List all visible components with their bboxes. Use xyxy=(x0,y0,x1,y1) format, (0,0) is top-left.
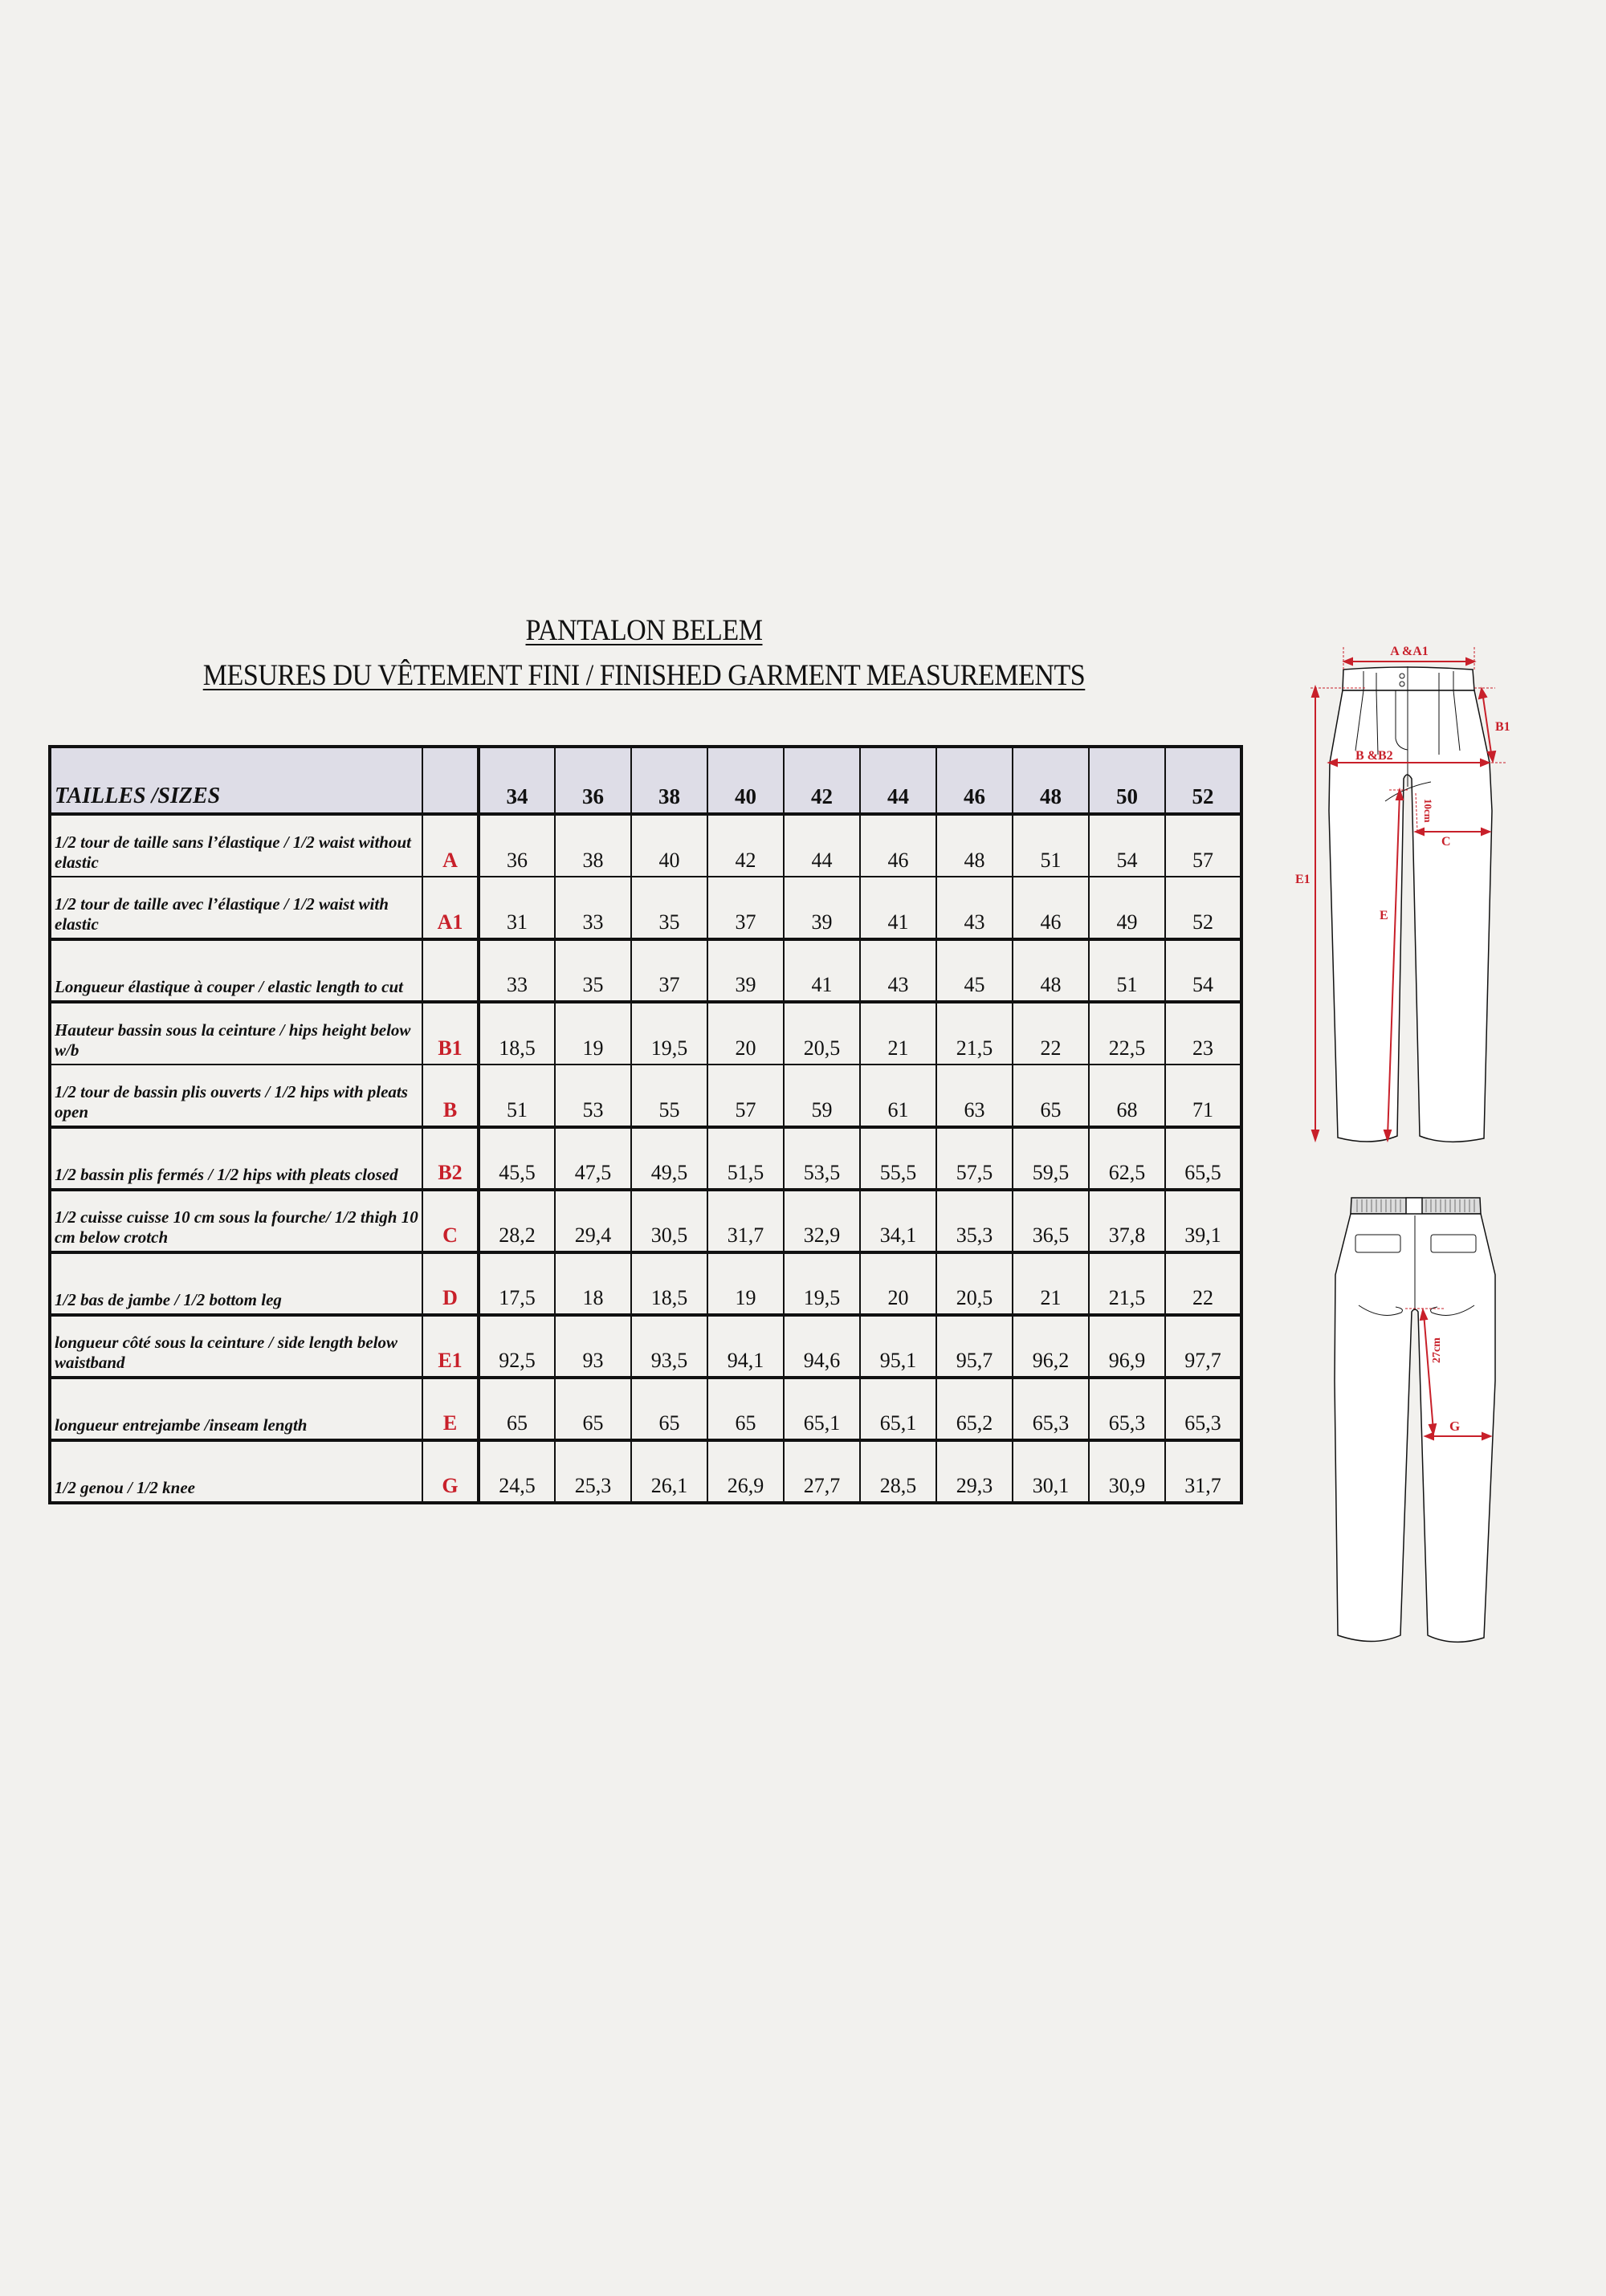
table-row xyxy=(50,1127,1241,1190)
measurement-value: 49 xyxy=(1089,877,1165,939)
measurement-value: 26,9 xyxy=(707,1440,784,1503)
measurement-value: 25,3 xyxy=(555,1440,631,1503)
measurement-value: 39,1 xyxy=(1165,1190,1241,1252)
size-header: 38 xyxy=(631,747,707,814)
measurement-value: 32,9 xyxy=(784,1190,860,1252)
measurement-value: 21 xyxy=(860,1002,936,1065)
measurement-value: 18,5 xyxy=(479,1002,555,1065)
measurement-label: 1/2 tour de bassin plis ouverts / 1/2 hips with pleats open xyxy=(50,1065,422,1127)
document-title: PANTALON BELEM xyxy=(525,614,763,647)
measurement-value: 37,8 xyxy=(1089,1190,1165,1252)
measurement-value: 21,5 xyxy=(936,1002,1013,1065)
label-knee-offset: 27cm xyxy=(1431,1337,1443,1363)
measurement-label: 1/2 tour de taille sans l’élastique / 1/2 waist without elastic xyxy=(50,814,422,877)
front-trouser-outline xyxy=(1329,667,1492,1142)
measurement-value: 71 xyxy=(1165,1065,1241,1127)
measurement-value: 54 xyxy=(1165,939,1241,1002)
label-hips: B &B2 xyxy=(1355,749,1393,763)
measurement-value: 94,1 xyxy=(707,1315,784,1378)
measurement-value: 36,5 xyxy=(1013,1190,1089,1252)
measurement-value: 19,5 xyxy=(631,1002,707,1065)
measurement-label: 1/2 genou / 1/2 knee xyxy=(50,1440,422,1503)
measurement-value: 22 xyxy=(1165,1252,1241,1315)
measurement-value: 65,3 xyxy=(1013,1378,1089,1440)
measurement-code: B xyxy=(422,1065,479,1127)
measurement-value: 40 xyxy=(631,814,707,877)
measurement-label: 1/2 bas de jambe / 1/2 bottom leg xyxy=(50,1252,422,1315)
table-row xyxy=(50,877,1241,939)
measurement-value: 30,5 xyxy=(631,1190,707,1252)
measurement-value: 93 xyxy=(555,1315,631,1378)
measurement-value: 29,4 xyxy=(555,1190,631,1252)
measurement-code: C xyxy=(422,1190,479,1252)
measurement-value: 65,2 xyxy=(936,1378,1013,1440)
measurement-value: 28,2 xyxy=(479,1190,555,1252)
measurement-code: G xyxy=(422,1440,479,1503)
measurement-label: longueur entrejambe /inseam length xyxy=(50,1378,422,1440)
measurement-value: 23 xyxy=(1165,1002,1241,1065)
document-subtitle: MESURES DU VÊTEMENT FINI / FINISHED GARMENT MEASUREMENTS xyxy=(202,659,1086,692)
measurement-value: 59,5 xyxy=(1013,1127,1089,1190)
measurement-value: 47,5 xyxy=(555,1127,631,1190)
measurement-value: 44 xyxy=(784,814,860,877)
measurement-value: 35 xyxy=(631,877,707,939)
sizes-header-label: TAILLES /SIZES xyxy=(50,747,422,814)
measurement-value: 33 xyxy=(555,877,631,939)
measurement-value: 65,1 xyxy=(784,1378,860,1440)
front-trouser-diagram xyxy=(1285,626,1526,1140)
label-side-length: E1 xyxy=(1295,873,1310,886)
measurement-value: 22 xyxy=(1013,1002,1089,1065)
measurement-value: 57 xyxy=(1165,814,1241,877)
measurement-value: 19,5 xyxy=(784,1252,860,1315)
measurement-value: 22,5 xyxy=(1089,1002,1165,1065)
measurement-value: 35,3 xyxy=(936,1190,1013,1252)
measurement-value: 24,5 xyxy=(479,1440,555,1503)
measurement-value: 93,5 xyxy=(631,1315,707,1378)
label-hip-height: B1 xyxy=(1495,720,1510,734)
measurement-value: 17,5 xyxy=(479,1252,555,1315)
measurement-value: 45,5 xyxy=(479,1127,555,1190)
measurement-value: 18,5 xyxy=(631,1252,707,1315)
measurement-value: 41 xyxy=(784,939,860,1002)
measurement-value: 95,1 xyxy=(860,1315,936,1378)
measurement-value: 65 xyxy=(1013,1065,1089,1127)
measurement-value: 33 xyxy=(479,939,555,1002)
measurement-value: 95,7 xyxy=(936,1315,1013,1378)
measurement-value: 65 xyxy=(631,1378,707,1440)
measurement-value: 51,5 xyxy=(707,1127,784,1190)
size-header: 52 xyxy=(1165,747,1241,814)
measurement-value: 29,3 xyxy=(936,1440,1013,1503)
measurement-value: 28,5 xyxy=(860,1440,936,1503)
measurement-value: 96,9 xyxy=(1089,1315,1165,1378)
size-chart-table xyxy=(48,745,1243,1504)
measurement-code: E xyxy=(422,1378,479,1440)
measurement-value: 94,6 xyxy=(784,1315,860,1378)
measurement-value: 34,1 xyxy=(860,1190,936,1252)
table-row xyxy=(50,1440,1241,1503)
measurement-value: 45 xyxy=(936,939,1013,1002)
measurement-value: 62,5 xyxy=(1089,1127,1165,1190)
label-thigh: C xyxy=(1441,835,1451,849)
label-knee: G xyxy=(1449,1419,1461,1434)
measurement-value: 51 xyxy=(1013,814,1089,877)
measurement-value: 61 xyxy=(860,1065,936,1127)
table-row xyxy=(50,1065,1241,1127)
measurement-code: E1 xyxy=(422,1315,479,1378)
table-row xyxy=(50,1378,1241,1440)
back-trouser-diagram xyxy=(1285,1188,1526,1654)
measurement-value: 19 xyxy=(555,1002,631,1065)
measurement-label: 1/2 tour de taille avec l’élastique / 1/2 waist with elastic xyxy=(50,877,422,939)
measurement-value: 97,7 xyxy=(1165,1315,1241,1378)
measurement-value: 53,5 xyxy=(784,1127,860,1190)
measurement-value: 21,5 xyxy=(1089,1252,1165,1315)
measurement-code: B1 xyxy=(422,1002,479,1065)
measurement-value: 65,1 xyxy=(860,1378,936,1440)
measurement-code xyxy=(422,939,479,1002)
size-header: 50 xyxy=(1089,747,1165,814)
measurement-value: 20 xyxy=(860,1252,936,1315)
table-row xyxy=(50,1002,1241,1065)
measurement-value: 51 xyxy=(479,1065,555,1127)
size-header: 44 xyxy=(860,747,936,814)
measurement-value: 55 xyxy=(631,1065,707,1127)
measurement-value: 48 xyxy=(1013,939,1089,1002)
measurement-value: 46 xyxy=(860,814,936,877)
measurement-value: 19 xyxy=(707,1252,784,1315)
measurement-label: longueur côté sous la ceinture / side length below waistband xyxy=(50,1315,422,1378)
measurement-value: 20 xyxy=(707,1002,784,1065)
measurement-value: 43 xyxy=(936,877,1013,939)
measurement-value: 65 xyxy=(479,1378,555,1440)
measurement-code: B2 xyxy=(422,1127,479,1190)
measurement-label: Hauteur bassin sous la ceinture / hips height below w/b xyxy=(50,1002,422,1065)
measurement-value: 31 xyxy=(479,877,555,939)
measurement-value: 36 xyxy=(479,814,555,877)
measurement-value: 63 xyxy=(936,1065,1013,1127)
measurement-value: 38 xyxy=(555,814,631,877)
back-trouser-svg xyxy=(1285,1188,1526,1654)
measurement-value: 30,1 xyxy=(1013,1440,1089,1503)
label-waist: A &A1 xyxy=(1390,645,1429,658)
measurement-code: A xyxy=(422,814,479,877)
measurement-value: 39 xyxy=(707,939,784,1002)
size-header: 40 xyxy=(707,747,784,814)
label-thigh-offset: 10cm xyxy=(1422,799,1434,823)
measurement-value: 57 xyxy=(707,1065,784,1127)
measurement-value: 51 xyxy=(1089,939,1165,1002)
size-header: 46 xyxy=(936,747,1013,814)
measurement-value: 55,5 xyxy=(860,1127,936,1190)
measurement-value: 53 xyxy=(555,1065,631,1127)
measurement-value: 37 xyxy=(707,877,784,939)
measurement-code: D xyxy=(422,1252,479,1315)
table-row xyxy=(50,939,1241,1002)
measurement-value: 20,5 xyxy=(784,1002,860,1065)
code-header xyxy=(422,747,479,814)
measurement-value: 26,1 xyxy=(631,1440,707,1503)
measurement-value: 39 xyxy=(784,877,860,939)
table-header-row xyxy=(50,747,1241,814)
measurement-value: 46 xyxy=(1013,877,1089,939)
measurement-value: 65 xyxy=(555,1378,631,1440)
measurement-value: 30,9 xyxy=(1089,1440,1165,1503)
table-row xyxy=(50,1315,1241,1378)
measurement-value: 96,2 xyxy=(1013,1315,1089,1378)
measurement-value: 21 xyxy=(1013,1252,1089,1315)
measurement-value: 65 xyxy=(707,1378,784,1440)
front-trouser-svg xyxy=(1285,626,1526,1140)
label-inseam: E xyxy=(1380,909,1388,922)
table-body xyxy=(50,814,1241,1503)
measurement-value: 42 xyxy=(707,814,784,877)
measurement-value: 31,7 xyxy=(707,1190,784,1252)
measurement-value: 37 xyxy=(631,939,707,1002)
measurement-value: 92,5 xyxy=(479,1315,555,1378)
measurement-value: 65,3 xyxy=(1089,1378,1165,1440)
measurement-value: 68 xyxy=(1089,1065,1165,1127)
size-header: 36 xyxy=(555,747,631,814)
measurement-value: 52 xyxy=(1165,877,1241,939)
measurement-value: 27,7 xyxy=(784,1440,860,1503)
measurement-value: 57,5 xyxy=(936,1127,1013,1190)
measurement-value: 65,5 xyxy=(1165,1127,1241,1190)
measurement-value: 20,5 xyxy=(936,1252,1013,1315)
measurement-value: 18 xyxy=(555,1252,631,1315)
measurement-label: Longueur élastique à couper / elastic length to cut xyxy=(50,939,422,1002)
measurement-code: A1 xyxy=(422,877,479,939)
table-row xyxy=(50,1252,1241,1315)
measurement-value: 54 xyxy=(1089,814,1165,877)
size-header: 34 xyxy=(479,747,555,814)
measurement-value: 35 xyxy=(555,939,631,1002)
size-header: 42 xyxy=(784,747,860,814)
measurement-label: 1/2 cuisse cuisse 10 cm sous la fourche/ 1/2 thigh 10 cm below crotch xyxy=(50,1190,422,1252)
table-row xyxy=(50,814,1241,877)
size-header: 48 xyxy=(1013,747,1089,814)
table-row xyxy=(50,1190,1241,1252)
measurement-value: 49,5 xyxy=(631,1127,707,1190)
measurement-value: 41 xyxy=(860,877,936,939)
measurement-value: 31,7 xyxy=(1165,1440,1241,1503)
measurement-value: 48 xyxy=(936,814,1013,877)
measurement-value: 43 xyxy=(860,939,936,1002)
measurement-value: 65,3 xyxy=(1165,1378,1241,1440)
measurement-label: 1/2 bassin plis fermés / 1/2 hips with pleats closed xyxy=(50,1127,422,1190)
measurement-value: 59 xyxy=(784,1065,860,1127)
